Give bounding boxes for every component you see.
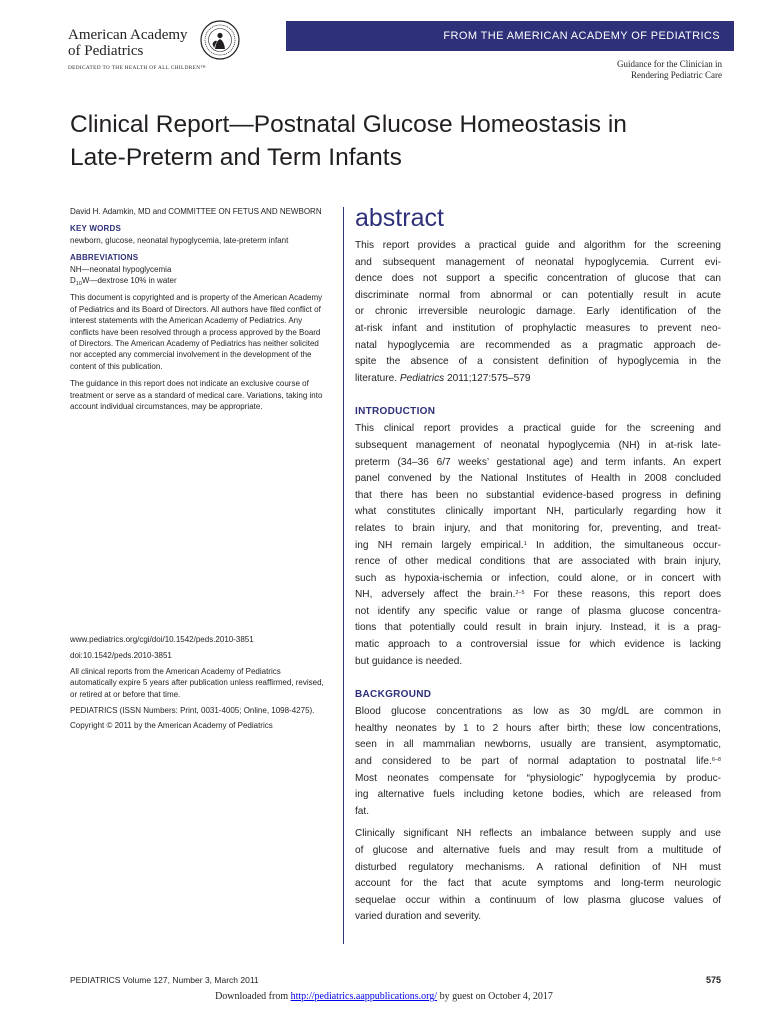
background-line: of glucose and alternative fuels and may result from a multitude of	[355, 845, 721, 856]
intro-line: such as hypoxia-ischemia or infection, could alone, or in concert with	[355, 572, 721, 584]
doi: doi:10.1542/peds.2010-3851	[70, 650, 172, 660]
download-prefix: Downloaded from	[215, 991, 291, 1002]
background-line: ing alternative fuels including ketone bodies, which are released from	[355, 789, 721, 801]
section-banner: FROM THE AMERICAN ACADEMY OF PEDIATRICS	[286, 21, 734, 51]
article-title-line2: Late-Preterm and Term Infants	[70, 144, 402, 171]
reference-marker: 1	[523, 540, 527, 547]
background-line: disturbed regulatory mechanisms. A rational definition of NH must	[355, 861, 721, 873]
background-line: varied duration and severity.	[355, 911, 482, 923]
abbreviation-d10w	[70, 275, 328, 286]
intro-line	[355, 587, 721, 604]
reference-marker: 2–5	[515, 590, 525, 597]
abbreviations-heading: ABBREVIATIONS	[70, 253, 139, 263]
background-line-text: and considered to be part of normal adaptation to postnatal life.	[355, 756, 712, 768]
abstract-line: at-risk infant and institution of prophylactic measures to prevent neo-	[355, 322, 721, 334]
abstract-heading: abstract	[355, 204, 444, 232]
org-name-line2: of Pediatrics	[68, 43, 144, 59]
reference-marker: 6–8	[711, 757, 721, 764]
abbreviation-nh: NH—neonatal hypoglycemia	[70, 264, 172, 274]
intro-line-text: ing NH remain largely empirical.	[355, 539, 524, 551]
aap-seal-icon	[200, 20, 240, 60]
main-column	[355, 200, 721, 926]
abbreviation-d10w-rest: W—dextrose 10% in water	[81, 276, 177, 286]
citation: 2011;127:575–579	[444, 372, 531, 384]
guidance-line2: Rendering Pediatric Care	[631, 70, 722, 80]
article-title	[70, 108, 730, 174]
intro-line: tions that potentially could result in brain injury. Instead, it is a prag-	[355, 622, 721, 634]
background-line: account for the fact that acute symptoms and long-term neurologic	[355, 878, 721, 890]
intro-line-text: NH, adversely affect the brain.	[355, 589, 516, 601]
intro-line: subsequent management of neonatal hypoglycemia (NH) in at-risk late-	[355, 439, 721, 451]
background-line: seen in all mammalian newborns, usually are transient, asymptomatic,	[355, 739, 721, 751]
abstract-line: and subsequent management of neonatal hypoglycemia. Current evi-	[355, 256, 721, 268]
aap-logo	[68, 20, 258, 80]
org-name	[68, 27, 188, 59]
abstract-line: discriminate normal from abnormal or can potentially result in acute	[355, 289, 721, 301]
download-notice	[0, 991, 768, 1002]
abbreviation-d10w-d: D	[70, 276, 76, 286]
abbreviation-d10w-sub: 10	[75, 281, 82, 288]
background-line: sequelae occur within a continuum of low plasma glucose values of	[355, 894, 721, 906]
abstract-text	[355, 238, 721, 387]
intro-line-text: For these reasons, this report does	[524, 589, 721, 601]
intro-line: matic approach to a controversial issue for which evidence is lacking	[355, 639, 721, 651]
guidance-label	[462, 59, 722, 81]
introduction-text	[355, 421, 721, 670]
intro-line: not identify any specific value or range of plasma glucose concentra-	[355, 605, 721, 617]
page-number: 575	[705, 975, 721, 985]
abstract-line: or chronic irreversible neurologic damage. Early identification of the	[355, 306, 721, 318]
introduction-heading: INTRODUCTION	[355, 406, 436, 418]
article-title-line1: Clinical Report—Postnatal Glucose Homeostasis in	[70, 111, 627, 138]
org-tagline: DEDICATED TO THE HEALTH OF ALL CHILDREN™	[68, 65, 206, 71]
background-line: Most neonates compensate for “physiologic” hypoglycemia by produc-	[355, 772, 721, 784]
intro-line	[355, 538, 721, 555]
guidance-note: The guidance in this report does not indicate an exclusive course of treatment or serve as a standard of medical care. Variations, taking into account individual circumstances, may be appropriate.	[70, 379, 323, 412]
intro-line: what constitutes clinically important NH, particularly regarding how it	[355, 506, 721, 518]
intro-line: but guidance is needed.	[355, 655, 463, 667]
abstract-line: natal hypoglycemia are recommended as a pragmatic approach de-	[355, 339, 721, 351]
intro-line: that there has been no substantial evidence-based progress in defining	[355, 489, 721, 501]
intro-line: preterm (34–36 6/7 weeks’ gestational age) and term infants. An expert	[355, 456, 721, 468]
background-line	[355, 754, 721, 771]
authors: David H. Adamkin, MD and COMMITTEE ON FETUS AND NEWBORN	[70, 207, 322, 216]
background-heading: BACKGROUND	[355, 689, 432, 701]
keywords-heading: KEY WORDS	[70, 224, 121, 234]
abstract-last-text: literature.	[355, 372, 400, 384]
issn: PEDIATRICS (ISSN Numbers: Print, 0031-4005; Online, 1098-4275).	[70, 705, 315, 715]
background-line: Blood glucose concentrations as low as 30 mg/dL are common in	[355, 706, 721, 718]
journal-info: PEDIATRICS Volume 127, Number 3, March 2011	[70, 975, 259, 985]
journal-name: Pediatrics	[399, 372, 445, 384]
background-line: Clinically significant NH reflects an imbalance between supply and use	[355, 828, 721, 840]
abstract-line: This report provides a practical guide and algorithm for the screening	[355, 240, 721, 251]
copyright: Copyright © 2011 by the American Academy of Pediatrics	[70, 721, 273, 731]
intro-line-text: In addition, the simultaneous occur-	[526, 539, 721, 551]
abstract-line: spite the absence of a consistent definition of hypoglycemia in the	[355, 356, 721, 368]
intro-line: This clinical report provides a practical guide for the screening and	[355, 423, 721, 435]
article-url[interactable]: www.pediatrics.org/cgi/doi/10.1542/peds.2010-3851	[70, 635, 254, 644]
expire-note: All clinical reports from the American Academy of Pediatrics automatically expire 5 years after publication unless reaffirmed, revised, or retired at or before that time.	[70, 666, 324, 699]
intro-line: relates to brain injury, and that monitoring for, preventing, and treat-	[355, 522, 721, 534]
column-rule	[343, 207, 344, 944]
intro-line: panel convened by the National Institutes of Health in 2008 concluded	[355, 473, 721, 485]
download-link[interactable]: http://pediatrics.aappublications.org/	[290, 991, 438, 1002]
org-name-line1: American Academy	[68, 27, 188, 43]
abstract-citation-line	[355, 371, 721, 388]
left-sidebar-bottom	[70, 634, 328, 736]
abstract-line: dence does not support a specific concentration of glucose that can	[355, 273, 721, 285]
intro-line: rence of other medical conditions that are associated with brain injury,	[355, 556, 721, 568]
download-suffix: by guest on October 4, 2017	[437, 991, 553, 1002]
left-sidebar	[70, 206, 328, 419]
background-line: fat.	[355, 805, 370, 817]
copyright-note: This document is copyrighted and is property of the American Academy of Pediatrics and its Board of Directors. All authors have filed conflict of interest statements with the American Academy of Pediatrics. Any conflicts have been resolved through a process approved by the Board of Directors. The American Academy of Pediatrics has neither solicited nor accepted any commercial involvement in the development of the content of this publication.	[70, 293, 323, 371]
keywords: newborn, glucose, neonatal hypoglycemia, late-preterm infant	[70, 235, 289, 245]
background-paragraph-1	[355, 704, 721, 820]
background-line: healthy neonates by 1 to 2 hours after birth; these low concentrations,	[355, 722, 721, 734]
guidance-line1: Guidance for the Clinician in	[617, 59, 722, 69]
background-paragraph-2	[355, 826, 721, 926]
